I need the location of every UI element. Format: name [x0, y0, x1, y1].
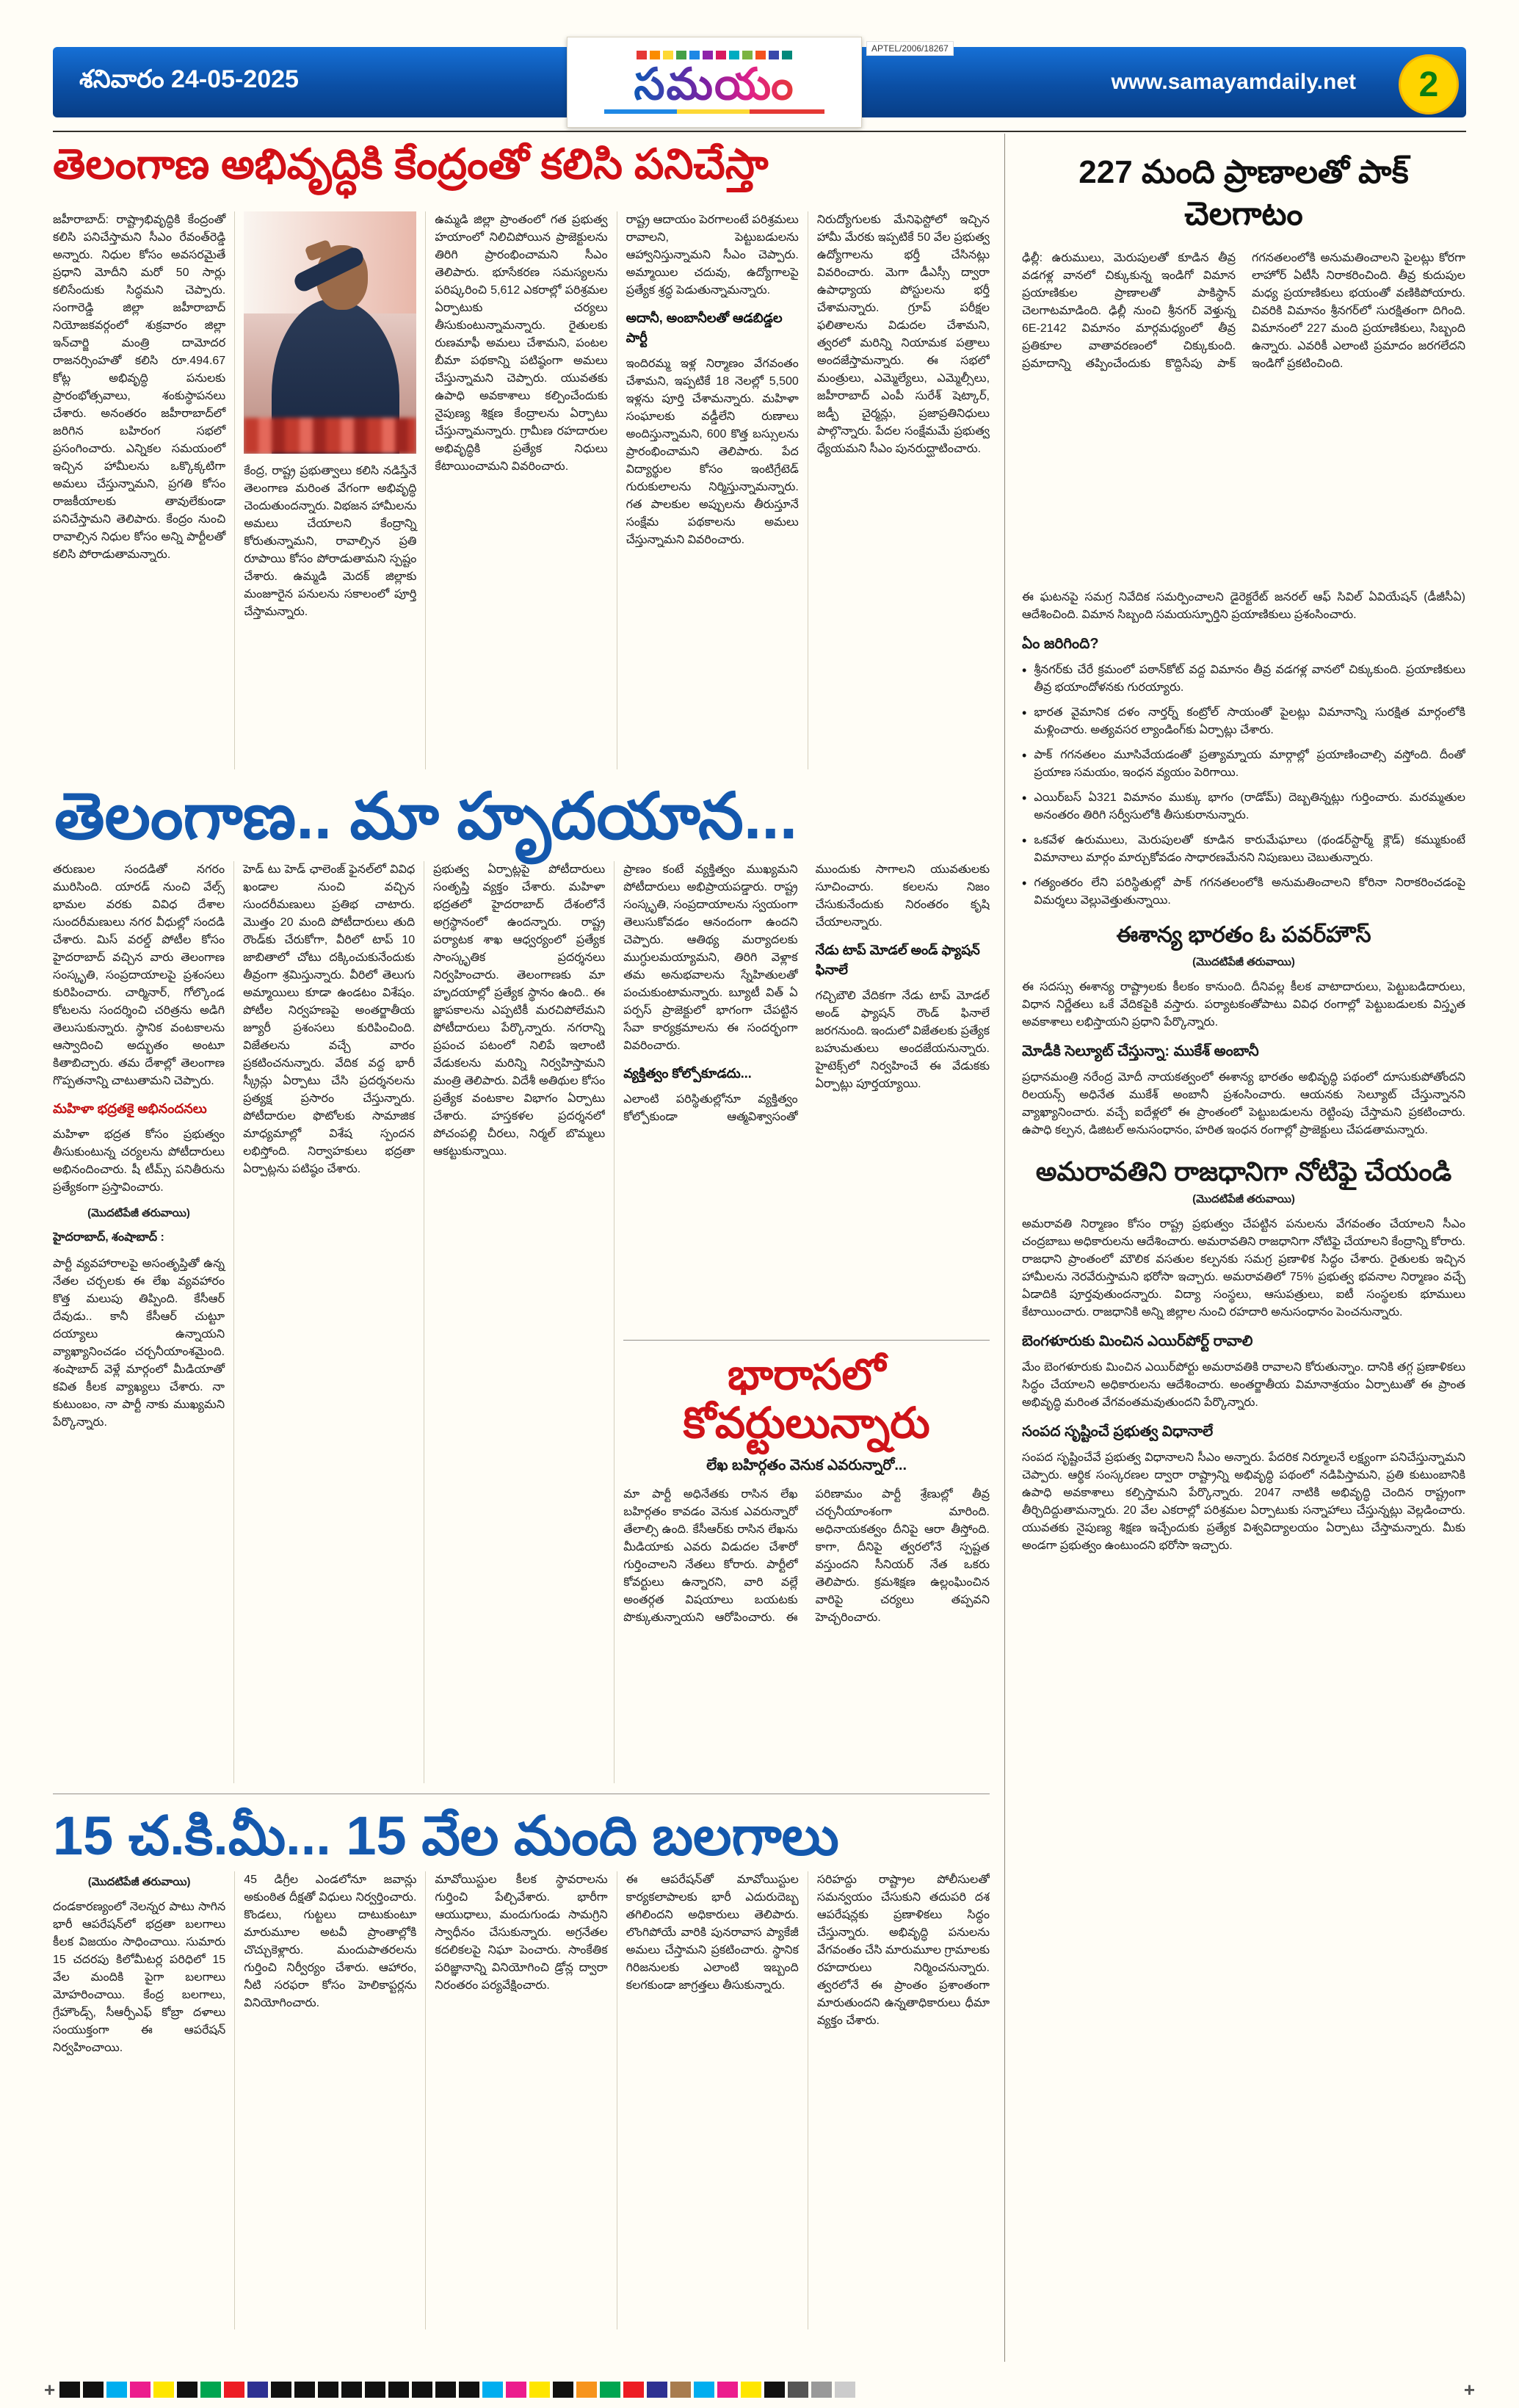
masthead-logo: సమయం [634, 59, 795, 109]
subhead-what-happened: ఏం జరిగింది? [1022, 636, 1099, 653]
pak-headline: 227 మంది ప్రాణాలతో పాక్ చెలగాటం [1078, 154, 1409, 233]
subhead-personality: వ్యక్తిత్వం కోల్పోకూడదు... [623, 1065, 752, 1081]
right-section [1022, 147, 1465, 2360]
printer-mark [388, 2382, 409, 2398]
body-text: హెడ్ టు హెడ్ ఛాలెంజ్ ఫైనల్‌లో వివిధ ఖండాల నుంచి వచ్చిన సుందరీమణులు ప్రతిభ చాటారు. మొత్తం 20 మంది పోటీదారులు తుది రౌండ్‌కు చేరుకోగా, వీరిలో టాప్ 10 జాబితాలో చోటు దక్కించుకునేందుకు తీవ్రంగా శ్రమిస్తున్నారు. వీరిలో తెలుగు అమ్మాయిలు కూడా ఉండటం విశేషం. పోటీల నిర్వహణపై అంతర్జాతీయ జ్యూరీ ప్రశంసలు కురిపించింది. విజేతలను వచ్చే వారం ప్రకటించనున్నారు. వేదిక వద్ద భారీ స్క్రీన్లు ఏర్పాటు చేసి ప్రదర్శనలను ప్రత్యక్ష ప్రసారం చేస్తున్నారు. పోటీదారుల ఫొటోలకు సామాజిక మాధ్యమాల్లో విశేష స్పందన లభిస్తోంది. నిర్వాహకులు భద్రతా ఏర్పాట్లను పటిష్ఠం చేశారు. [243, 863, 416, 1175]
body-text: ఎలాంటి పరిస్థితుల్లోనూ వ్యక్తిత్వం కోల్పోకుండా ఆత్మవిశ్వాసంతో ముందుకు సాగాలని యువతులకు సూచించారు. కలలను నిజం చేసుకునేందుకు నిరంతరం కృషి చేయాలన్నారు. [623, 863, 990, 1123]
body-text: ఈ సదస్సు ఈశాన్య రాష్ట్రాలకు కీలకం కానుంది. దీనివల్ల కీలక వాటాదారులు, పెట్టుబడిదారులు, విధాన నిర్ణేతలు ఒకే వేదికపైకి వస్తారు. పర్యాటకంతోపాటు వివిధ రంగాల్లో పెట్టుబడులకు విస్తృత అవకాశాలు లభిస్తాయని ప్రధాని పేర్కొన్నారు. [1022, 981, 1465, 1029]
logo-color-square [689, 51, 700, 59]
printer-mark [177, 2382, 197, 2398]
printer-mark [764, 2382, 785, 2398]
printer-mark [318, 2382, 338, 2398]
body-text: ఈ ఘటనపై సమగ్ర నివేదిక సమర్పించాలని డైరెక్టరేట్ జనరల్ ఆఫ్ సివిల్ ఏవియేషన్ (డీజీసీఏ) ఆదేశించింది. విమాన సిబ్బంది సమయస్ఫూర్తిని ప్రయాణికులు ప్రశంసించారు. [1022, 591, 1465, 622]
forces-headline: 15 చ.కి.మీ... 15 వేల మంది బలగాలు [53, 1794, 990, 1865]
registration-mark: + [44, 2378, 56, 2401]
printer-mark [670, 2382, 691, 2398]
masthead-box [567, 37, 862, 128]
body-text: 45 డిగ్రీల ఎండలోనూ జవాన్లు అకుంఠిత దీక్షతో విధులు నిర్వర్తించారు. కొండలు, గుట్టలు దాటుకుంటూ మారుమూల అటవీ ప్రాంతాల్లోకి చొచ్చుకెళ్లారు. మందుపాతరలను గుర్తించి నిర్వీర్యం చేశారు. ఆహారం, నీటి సరఫరా కోసం హెలికాప్టర్లను వినియోగించారు. [244, 1874, 417, 2010]
continued-tag: (మొదటిపేజీ తరువాయి) [1192, 956, 1295, 969]
body-text: దండకారణ్యంలో నెలన్నర పాటు సాగిన భారీ ఆపరేషన్‌లో భద్రతా బలగాలు కీలక విజయం సాధించాయి. సుమారు 15 చదరపు కిలోమీటర్ల పరిధిలో 15 వేల మందికి పైగా బలగాలు మోహరించాయి. కేంద్ర బలగాలు, గ్రేహౌండ్స్, సీఆర్పీఎఫ్ కోబ్రా దళాలు సంయుక్తంగా ఈ ఆపరేషన్ నిర్వహించాయి. [53, 1900, 226, 2054]
printer-mark [811, 2382, 832, 2398]
printer-mark [600, 2382, 620, 2398]
section-divider [1004, 134, 1005, 2362]
second-band [53, 861, 990, 1783]
left-section [53, 211, 990, 2329]
body-text: మేం బెంగళూరుకు మించిన ఎయిర్‌పోర్టు అమరావతికి రావాలని కోరుతున్నాం. దానికి తగ్గ ప్రణాళికలు సిద్ధం చేయాలని అధికారులను ఆదేశించారు. అంతర్జాతీయ విమానాశ్రయం ఏర్పాటుతో ఈ ప్రాంత అభివృద్ధి మరింత వేగవంతమవుతుందని పేర్కొన్నారు. [1022, 1360, 1465, 1409]
missworld-continued [623, 861, 990, 1331]
printer-mark [553, 2382, 573, 2398]
header-bar [53, 43, 1466, 117]
pak-intro: ఢిల్లీ: ఉరుములు, మెరుపులతో కూడిన తీవ్ర వడగళ్ల వానలో చిక్కుకున్న ఇండిగో విమాన ప్రయాణికుల ప్రాణాలతో పాకిస్థాన్ చెలగాటమాడింది. ఢిల్లీ నుంచి శ్రీనగర్ వెళ్తున్న 6E-2142 విమానం మార్గమధ్యంలో తీవ్ర ప్రతికూల వాతావరణంలో చిక్కుకుంది. ప్రమాదాన్ని తప్పించేందుకు కొద్దిసేపు పాక్ గగనతలంలోకి అనుమతించాలని పైలట్లు కోరగా లాహోర్ ఏటీసీ నిరాకరించింది. తీవ్ర కుదుపుల మధ్య ప్రయాణికులు భయంతో వణికిపోయారు. చివరికి విమానం శ్రీనగర్‌లో సురక్షితంగా దిగింది. విమానంలో 227 మంది ప్రయాణికులు, సిబ్బంది ఉన్నారు. ఎవరికీ ఎలాంటి ప్రమాదం జరగలేదని ఇండిగో ప్రకటించింది. [1022, 252, 1465, 371]
news-column [617, 211, 808, 769]
body-text: ప్రభుత్వ ఏర్పాట్లపై పోటీదారులు సంతృప్తి వ్యక్తం చేశారు. మహిళా భద్రతలో హైదరాబాద్ దేశంలోనే అగ్రస్థానంలో ఉందన్నారు. రాష్ట్ర పర్యాటక శాఖ ఆధ్వర్యంలో ప్రత్యేక సాంస్కృతిక ప్రదర్శనలు నిర్వహించారు. తెలంగాణకు మా హృదయాల్లో ప్రత్యేక స్థానం ఉంది.. ఈ జ్ఞాపకాలను ఎప్పటికీ మరచిపోలేమని పోటీదారులు పేర్కొన్నారు. నగరాన్ని ప్రపంచ పటంలో నిలిపే ఇలాంటి వేడుకలను మరిన్ని నిర్వహిస్తామని మంత్రి తెలిపారు. విదేశీ అతిథుల కోసం ప్రత్యేక వంటకాల విభాగం ఏర్పాటు చేశారు. హస్తకళల ప్రదర్శనలో పోచంపల్లి చీరలు, నిర్మల్ బొమ్మలు ఆకట్టుకున్నాయి. [433, 863, 606, 1158]
missworld-headline: తెలంగాణ.. మా హృదయాన... [54, 780, 798, 852]
printer-marks-row [59, 2382, 1460, 2398]
bullet-item [1022, 832, 1465, 867]
subhead-airport: బెంగళూరుకు మించిన ఎయిర్‌పోర్ట్ రావాలి [1022, 1332, 1253, 1349]
body-text: ప్రధానమంత్రి నరేంద్ర మోదీ నాయకత్వంలో ఈశాన్య భారతం అభివృద్ధి పథంలో దూసుకుపోతోందని రిలయన్స్ అధినేత ముకేశ్ అంబానీ ప్రశంసించారు. ఆయనకు సెల్యూట్ చేస్తున్నానని వ్యాఖ్యానించారు. వచ్చే ఐదేళ్లలో ఈ ప్రాంతంలో పెట్టుబడులను రెట్టింపు చేస్తామని ప్రకటించారు. ఉపాధి కల్పన, డిజిటల్ అనుసంధానం, హరిత ఇంధన రంగాల్లో ప్రాజెక్టులు చేపడతామన్నారు. [1022, 1071, 1465, 1137]
photo-cm-salute [244, 211, 416, 454]
subhead-ambani: మోడీకి సెల్యూట్ చేస్తున్నా: ముకేశ్ అంబానీ [1022, 1043, 1259, 1060]
printer-mark [647, 2382, 667, 2398]
news-column [425, 211, 616, 769]
body-text: గచ్చిబౌలి వేదికగా నేడు టాప్ మోడల్ అండ్ ఫ్యాషన్ రౌండ్ ఫినాలే జరగనుంది. ఇందులో విజేతలకు ప్రత్యేక బహుమతులు అందజేయనున్నారు. హైటెక్స్‌లో నిర్వహించే ఈ వేడుకకు ఏర్పాట్లు పూర్తయ్యాయి. [815, 989, 990, 1090]
covert-headline: భారాసలో కోవర్టులున్నారు [683, 1350, 930, 1448]
continued-tag: (మొదటిపేజీ తరువాయి) [87, 1876, 191, 1889]
bullet-icon: • [1022, 833, 1027, 849]
news-column [617, 1871, 808, 2329]
body-text: సరిహద్దు రాష్ట్రాల పోలీసులతో సమన్వయం చేసుకుని తదుపరి దశ ఆపరేషన్లకు ప్రణాళికలు సిద్ధం చేస్తున్నారు. అభివృద్ధి పనులను వేగవంతం చేసి మారుమూల గ్రామాలకు రహదారులు నిర్మించనున్నారు. త్వరలోనే ఈ ప్రాంతం ప్రశాంతంగా మారుతుందని ఉన్నతాధికారులు ధీమా వ్యక్తం చేశారు. [816, 1874, 990, 2028]
logo-color-square [729, 51, 739, 59]
printer-mark [529, 2382, 550, 2398]
printer-mark [459, 2382, 479, 2398]
logo-color-square [755, 51, 766, 59]
lead-headline: తెలంగాణ అభివృద్ధికి కేంద్రంతో కలిసి పనిచేస్తా [53, 141, 769, 188]
body-text: ఉమ్మడి జిల్లా ప్రాంతంలో గత ప్రభుత్వ హయాంలో నిలిచిపోయిన ప్రాజెక్టులను తిరిగి ప్రారంభించామని సీఎం తెలిపారు. భూసేకరణ సమస్యలను పరిష్కరించి 5,612 ఎకరాల్లో పరిశ్రమల ఏర్పాటుకు చర్యలు తీసుకుంటున్నామన్నారు. రైతులకు రుణమాఫీ అమలు చేశామని, పంటల బీమా పథకాన్ని పటిష్ఠంగా అమలు చేస్తున్నామని చెప్పారు. యువతకు ఉపాధి అవకాశాలు కల్పించేందుకు నైపుణ్య శిక్షణ కేంద్రాలను ఏర్పాటు చేస్తున్నామన్నారు. గ్రామీణ రహదారుల అభివృద్ధికి ప్రత్యేక నిధులు కేటాయించామని వివరించారు. [435, 214, 608, 473]
printer-mark [741, 2382, 761, 2398]
news-column [808, 211, 990, 769]
news-column [425, 1871, 616, 2329]
printer-mark [294, 2382, 315, 2398]
body-text: మహిళా భద్రత కోసం ప్రభుత్వం తీసుకుంటున్న చర్యలను పోటీదారులు అభినందించారు. షీ టీమ్స్ పనితీరును ప్రత్యేకంగా ప్రస్తావించారు. [53, 1128, 225, 1194]
news-column [53, 861, 233, 1783]
bullet-item [1022, 661, 1465, 697]
bullet-icon: • [1022, 748, 1027, 764]
date-label: శనివారం 24-05-2025 [79, 65, 299, 93]
bullet-text: పాక్ గగనతలం మూసివేయడంతో ప్రత్యామ్నాయ మార్గాల్లో ప్రయాణించాల్సి వస్తోంది. దీంతో ప్రయాణ సమయం, ఇంధన వ్యయం పెరిగాయి. [1034, 749, 1465, 780]
missworld-columns [53, 861, 605, 1783]
printer-mark [153, 2382, 174, 2398]
body-text: ఈ ఆపరేషన్‌తో మావోయిస్టుల కార్యకలాపాలకు భారీ ఎదురుదెబ్బ తగిలిందని అధికారులు తెలిపారు. లొంగిపోయే వారికి పునరావాస ప్యాకేజీ అమలు చేస్తామని ప్రకటించారు. స్థానిక గిరిజనులకు ఎలాంటి ఇబ్బంది కలగకుండా జాగ్రత్తలు తీసుకున్నారు. [626, 1874, 799, 1992]
website-url: www.samayamdaily.net [1111, 70, 1356, 94]
logo-color-square [637, 51, 647, 59]
printer-mark [482, 2382, 503, 2398]
logo-squares [637, 51, 792, 59]
covert-article [623, 1340, 990, 1783]
northeast-headline: ఈశాన్య భారతం ఓ పవర్‌హౌస్ [1116, 923, 1371, 948]
bullet-icon: • [1022, 663, 1027, 678]
body-text: కేంద్ర, రాష్ట్ర ప్రభుత్వాలు కలిసి నడిస్తేనే తెలంగాణ మరింత వేగంగా అభివృద్ధి చెందుతుందన్నారు. విభజన హామీలను అమలు చేయాలని కేంద్రాన్ని కోరుతున్నామని, రావాల్సిన ప్రతి రూపాయి కోసం పోరాడుతామని స్పష్టం చేశారు. ఉమ్మడి మెదక్ జిల్లాకు మంజూరైన పనులను సకాలంలో పూర్తి చేస్తామన్నారు. [244, 465, 417, 618]
bullet-list [1022, 661, 1465, 910]
body-text: రాష్ట్ర ఆదాయం పెరగాలంటే పరిశ్రమలు రావాలని, పెట్టుబడులను ఆహ్వానిస్తున్నామని సీఎం చెప్పారు. అమ్మాయిల చదువు, ఉద్యోగాలపై ప్రత్యేక శ్రద్ధ పెడుతున్నామన్నారు. [626, 214, 799, 297]
news-column [233, 861, 424, 1783]
dateline: హైదరాబాద్, శంషాబాద్ : [53, 1231, 164, 1244]
bullet-text: శ్రీనగర్‌కు చేరే క్రమంలో పఠాన్‌కోట్ వద్ద విమానం తీవ్ర వడగళ్ల వానలో చిక్కుకుంది. ప్రయాణికులు తీవ్ర భయాందోళనకు గురయ్యారు. [1034, 664, 1465, 695]
printer-mark [623, 2382, 644, 2398]
printer-mark [106, 2382, 127, 2398]
header-divider [53, 131, 1466, 132]
body-text: మావోయిస్టుల కీలక స్థావరాలను గుర్తించి పేల్చివేశారు. భారీగా ఆయుధాలు, మందుగుండు సామగ్రిని స్వాధీనం చేసుకున్నారు. అగ్రనేతల కదలికలపై నిఘా పెంచారు. సాంకేతిక పరిజ్ఞానాన్ని వినియోగించి డ్రోన్ల ద్వారా నిరంతరం పర్యవేక్షించారు. [435, 1874, 608, 1992]
subhead-adani-party: అదానీ, అంబానీలతో ఆడబిడ్డల పార్టీ [626, 311, 783, 345]
news-column [424, 861, 605, 1783]
news-column [234, 211, 425, 769]
printer-mark [694, 2382, 714, 2398]
printer-mark [59, 2382, 80, 2398]
bullet-icon: • [1022, 706, 1027, 721]
right-subsection [614, 861, 990, 1783]
news-column [234, 1871, 425, 2329]
news-column [53, 211, 234, 769]
bullet-item [1022, 747, 1465, 782]
printer-marks [44, 2380, 1475, 2399]
printer-mark [435, 2382, 456, 2398]
logo-color-square [742, 51, 753, 59]
body-text: ఇందిరమ్మ ఇళ్ల నిర్మాణం వేగవంతం చేశామని, ఇప్పటికే 18 నెలల్లో 5,500 ఇళ్లను పూర్తి చేశామన్నారు. మహిళా సంఘాలకు వడ్డీలేని రుణాలు అందిస్తున్నామని, 600 కొత్త బస్సులను ప్రారంభించామని తెలిపారు. పేద విద్యార్థుల కోసం ఇంటిగ్రేటెడ్ గురుకులాలను నిర్మిస్తున్నామన్నారు. గత పాలకుల అప్పులను తీరుస్తూనే సంక్షేమ పథకాలను అమలు చేస్తున్నామని వివరించారు. [626, 358, 799, 546]
continued-tag: (మొదటిపేజీ తరువాయి) [1192, 1192, 1295, 1205]
printer-mark [224, 2382, 244, 2398]
bullet-text: భారత వైమానిక దళం నార్తర్న్ కంట్రోల్ సాయంతో పైలట్లు విమానాన్ని సురక్షిత మార్గంలోకి మళ్లించారు. అత్యవసర ల్యాండింగ్‌కు ఏర్పాట్లు చేశారు. [1034, 706, 1465, 737]
body-text: పార్టీ వ్యవహారాలపై అసంతృప్తితో ఉన్న నేతల చర్చలకు ఈ లేఖ వ్యవహారం కొత్త మలుపు తిప్పింది. కేసీఆర్ దేవుడు.. కానీ కేసీఆర్ చుట్టూ దయ్యాలు ఉన్నాయని వ్యాఖ్యానించడం చర్చనీయాంశమైంది. శంషాబాద్ వెళ్లే మార్గంలో మీడియాతో కవిత కీలక వ్యాఖ్యలు చేశారు. నా కుటుంబం, నా పార్టీ నాకు ముఖ్యమని పేర్కొన్నారు. [53, 1258, 225, 1429]
body-text: నిరుద్యోగులకు మేనిఫెస్టోలో ఇచ్చిన హామీ మేరకు ఇప్పటికే 50 వేల ప్రభుత్వ ఉద్యోగాలను భర్తీ చేసినట్లు వివరించారు. మెగా డీఎస్సీ ద్వారా ఉపాధ్యాయ పోస్టులను భర్తీ చేశామన్నారు. గ్రూప్ పరీక్షల ఫలితాలను విడుదల చేశామని, త్వరలో మరిన్ని నియామక పత్రాలు అందజేస్తామన్నారు. ఈ సభలో మంత్రులు, ఎమ్మెల్యేలు, ఎమ్మెల్సీలు, జహీరాబాద్ ఎంపీ సురేశ్ షెట్కార్, జడ్పీ చైర్మన్లు, ప్రజాప్రతినిధులు పాల్గొన్నారు. పేదల సంక్షేమమే ప్రభుత్వ ధ్యేయమని సీఎం పునరుద్ఘాటించారు. [816, 214, 990, 455]
body-text: జహీరాబాద్: రాష్ట్రాభివృద్ధికి కేంద్రంతో కలిసి పనిచేస్తామని సీఎం రేవంత్‌రెడ్డి అన్నారు. నిధుల కోసం అవసరమైతే ప్రధాని మోదీని మరో 50 సార్లు కలిసేందుకు సిద్ధమని చెప్పారు. సంగారెడ్డి జిల్లా జహీరాబాద్ నియోజకవర్గంలో శుక్రవారం జిల్లా ఇన్‌చార్జి మంత్రి దామోదర రాజనర్సింహతో కలిసి రూ.494.67 కోట్ల అభివృద్ధి పనులకు ప్రారంభోత్సవాలు, శంకుస్థాపనలు చేశారు. అనంతరం జహీరాబాద్‌లో జరిగిన బహిరంగ సభలో ప్రసంగించారు. ఎన్నికల సమయంలో ఇచ్చిన హామీలను ఒక్కొక్కటిగా అమలు చేస్తున్నామని, ప్రగతి కోసం రాజకీయాలకు తావులేకుండా పనిచేస్తామని తెలిపారు. కేంద్రం నుంచి రావాల్సిన నిధుల కోసం అన్ని పార్టీలతో కలిసి పోరాడుతామన్నారు. [53, 214, 226, 561]
covert-subhead: లేఖ బహిర్గతం వెనుక ఎవరున్నారో... [706, 1457, 907, 1474]
subhead-women-safety: మహిళా భద్రతకై అభినందనలు [53, 1100, 207, 1116]
printer-mark [83, 2382, 104, 2398]
bullet-text: ఎయిర్‌బస్ ఏ321 విమానం ముక్కు భాగం (రాడోమ్) దెబ్బతిన్నట్లు గుర్తించారు. మరమ్మతుల అనంతరం తిరిగి సర్వీసులోకి తీసుకురానున్నారు. [1034, 791, 1465, 822]
logo-color-square [769, 51, 779, 59]
body-text: ప్రాణం కంటే వ్యక్తిత్వం ముఖ్యమని పోటీదారులు అభిప్రాయపడ్డారు. రాష్ట్ర సంస్కృతి, సంప్రదాయాలను స్వయంగా తెలుసుకోవడం ఆనందంగా ఉందని చెప్పారు. ఆతిథ్య మర్యాదలకు ముగ్ధులమయ్యామని, తిరిగి వెళ్లాక తమ అనుభవాలను స్నేహితులతో పంచుకుంటామన్నారు. బ్యూటీ విత్ ఏ పర్పస్ ప్రాజెక్టులో భాగంగా చేపట్టిన సేవా కార్యక్రమాలను ఈ సందర్భంగా వివరించారు. [623, 863, 798, 1052]
subhead-fashion-finale: నేడు టాప్ మోడల్ అండ్ ఫ్యాషన్ ఫినాలే [815, 942, 980, 977]
printer-mark [576, 2382, 597, 2398]
bullet-item [1022, 874, 1465, 910]
printer-mark [130, 2382, 151, 2398]
printer-mark [788, 2382, 808, 2398]
logo-color-square [703, 51, 713, 59]
printer-mark [365, 2382, 385, 2398]
bullet-icon: • [1022, 791, 1027, 806]
printer-mark [412, 2382, 432, 2398]
news-column [53, 1871, 234, 2329]
body-text: తరుణుల సందడితో నగరం మురిసింది. యారడ్ నుంచి వేల్స్ భామల వరకు వివిధ దేశాల సుందరీమణులు నగర వీధుల్లో సందడి చేశారు. మిస్ వరల్డ్ పోటీల కోసం హైదరాబాద్ వచ్చిన వారు తెలంగాణ సంస్కృతి, సంప్రదాయాలపై ప్రశంసలు కురిపించారు. చార్మినార్, గోల్కొండ కోటలను సందర్శించి చరిత్రను అడిగి తెలుసుకున్నారు. స్థానిక వంటకాలను ఆస్వాదించి అద్భుతం అంటూ కితాబిచ్చారు. తమ దేశాల్లో తెలంగాణ గొప్పతనాన్ని చాటుతామని చెప్పారు. [53, 863, 225, 1087]
bullet-item [1022, 704, 1465, 739]
news-column [808, 1871, 990, 2329]
continued-tag: (మొదటిపేజీ తరువాయి) [87, 1206, 190, 1219]
printer-mark [271, 2382, 291, 2398]
body-text [53, 1229, 225, 1247]
page-number-badge: 2 [1399, 54, 1459, 115]
logo-color-square [676, 51, 686, 59]
printer-mark [341, 2382, 362, 2398]
subhead-wealth-policies: సంపద సృష్టించే ప్రభుత్వ విధానాలే [1022, 1423, 1214, 1440]
printer-mark [247, 2382, 268, 2398]
rni-number: APTEL/2006/18267 [866, 41, 954, 56]
logo-color-square [716, 51, 726, 59]
logo-color-square [650, 51, 660, 59]
logo-color-square [663, 51, 673, 59]
covert-body: మా పార్టీ అధినేతకు రాసిన లేఖ బహిర్గతం కావడం వెనుక ఎవరున్నారో తేలాల్సి ఉంది. కేసీఆర్‌కు రాసిన లేఖను మీడియాకు ఎవరు విడుదల చేశారో గుర్తించాలని నేతలు కోరారు. పార్టీలో కోవర్టులు ఉన్నారని, వారి వల్లే అంతర్గత విషయాలు బయటకు పొక్కుతున్నాయని ఆరోపించారు. ఈ పరిణామం పార్టీ శ్రేణుల్లో తీవ్ర చర్చనీయాంశంగా మారింది. అధినాయకత్వం దీనిపై ఆరా తీస్తోంది. కాగా, దీనిపై త్వరలోనే స్పష్టత వస్తుందని సీనియర్ నేత ఒకరు తెలిపారు. క్రమశిక్షణ ఉల్లంఘించిన వారిపై చర్యలు తప్పవని హెచ్చరించారు. [623, 1488, 990, 1625]
lead-article [53, 211, 990, 769]
printer-mark [506, 2382, 526, 2398]
amaravati-headline: అమరావతిని రాజధానిగా నోటిఫై చేయండి [1035, 1156, 1452, 1187]
body-text: అమరావతి నిర్మాణం కోసం రాష్ట్ర ప్రభుత్వం చేపట్టిన పనులను వేగవంతం చేయాలని సీఎం చంద్రబాబు అధికారులను ఆదేశించారు. అమరావతిని రాజధానిగా నోటిఫై చేయాలని కేంద్రాన్ని కోరారు. రాజధాని ప్రాంతంలో మౌలిక వసతుల కల్పనకు సమగ్ర ప్రణాళిక సిద్ధం చేశారు. రైతులకు ఇచ్చిన హామీలను నెరవేరుస్తామని భరోసా ఇచ్చారు. అమరావతిలో 75% ప్రభుత్వ భవనాల నిర్మాణం వచ్చే ఏడాదికి పూర్తవుతుందన్నారు. విద్యా సంస్థలు, ఆసుపత్రులు, ఐటీ సంస్థలకు భూములు కేటాయించారు. రాజధానికి అన్ని జిల్లాల నుంచి రహదారి అనుసంధానం పెంచనున్నారు. [1022, 1217, 1465, 1319]
bullet-text: ఒకవేళ ఉరుములు, మెరుపులతో కూడిన కారుమేఘాలు (థండర్‌స్టార్మ్ క్లౌడ్) కమ్ముకుంటే విమానాలు మార్గం మార్చుకోవడం సాధారణమేనని నిపుణులు చెబుతున్నారు. [1034, 834, 1465, 865]
body-text: సంపద సృష్టించేవే ప్రభుత్వ విధానాలని సీఎం అన్నారు. పేదరిక నిర్మూలనే లక్ష్యంగా పనిచేస్తున్నామని చెప్పారు. ఆర్థిక సంస్కరణల ద్వారా రాష్ట్రాన్ని అభివృద్ధి పథంలో నడిపిస్తామని, ప్రతి కుటుంబానికి ఉపాధి అవకాశాలు కల్పిస్తామని పేర్కొన్నారు. 2047 నాటికి అభివృద్ధి చెందిన రాష్ట్రంగా తీర్చిదిద్దుతామన్నారు. 20 వేల ఎకరాల్లో పరిశ్రమల ఏర్పాటుకు సన్నాహాలు చేస్తున్నట్లు వెల్లడించారు. యువతకు నైపుణ్య శిక్షణ ఇచ్చేందుకు ప్రత్యేక విశ్వవిద్యాలయం ఏర్పాటు చేస్తామన్నారు. మీకు అండగా ప్రభుత్వం ఉంటుందని భరోసా ఇచ్చారు. [1022, 1451, 1465, 1552]
printer-mark [835, 2382, 855, 2398]
printer-mark [717, 2382, 738, 2398]
bullet-item [1022, 789, 1465, 824]
registration-mark: + [1463, 2378, 1475, 2401]
photo-flowers [244, 418, 416, 454]
printer-mark [200, 2382, 221, 2398]
forces-article [53, 1871, 990, 2329]
logo-color-square [782, 51, 792, 59]
masthead-underline [604, 109, 824, 114]
bullet-icon: • [1022, 876, 1027, 891]
bullet-text: గత్యంతరం లేని పరిస్థితుల్లో పాక్ గగనతలంలోకి అనుమతించాలని కోరినా నిరాకరించడంపై విమర్శలు వెల్లువెత్తుతున్నాయి. [1034, 877, 1465, 907]
